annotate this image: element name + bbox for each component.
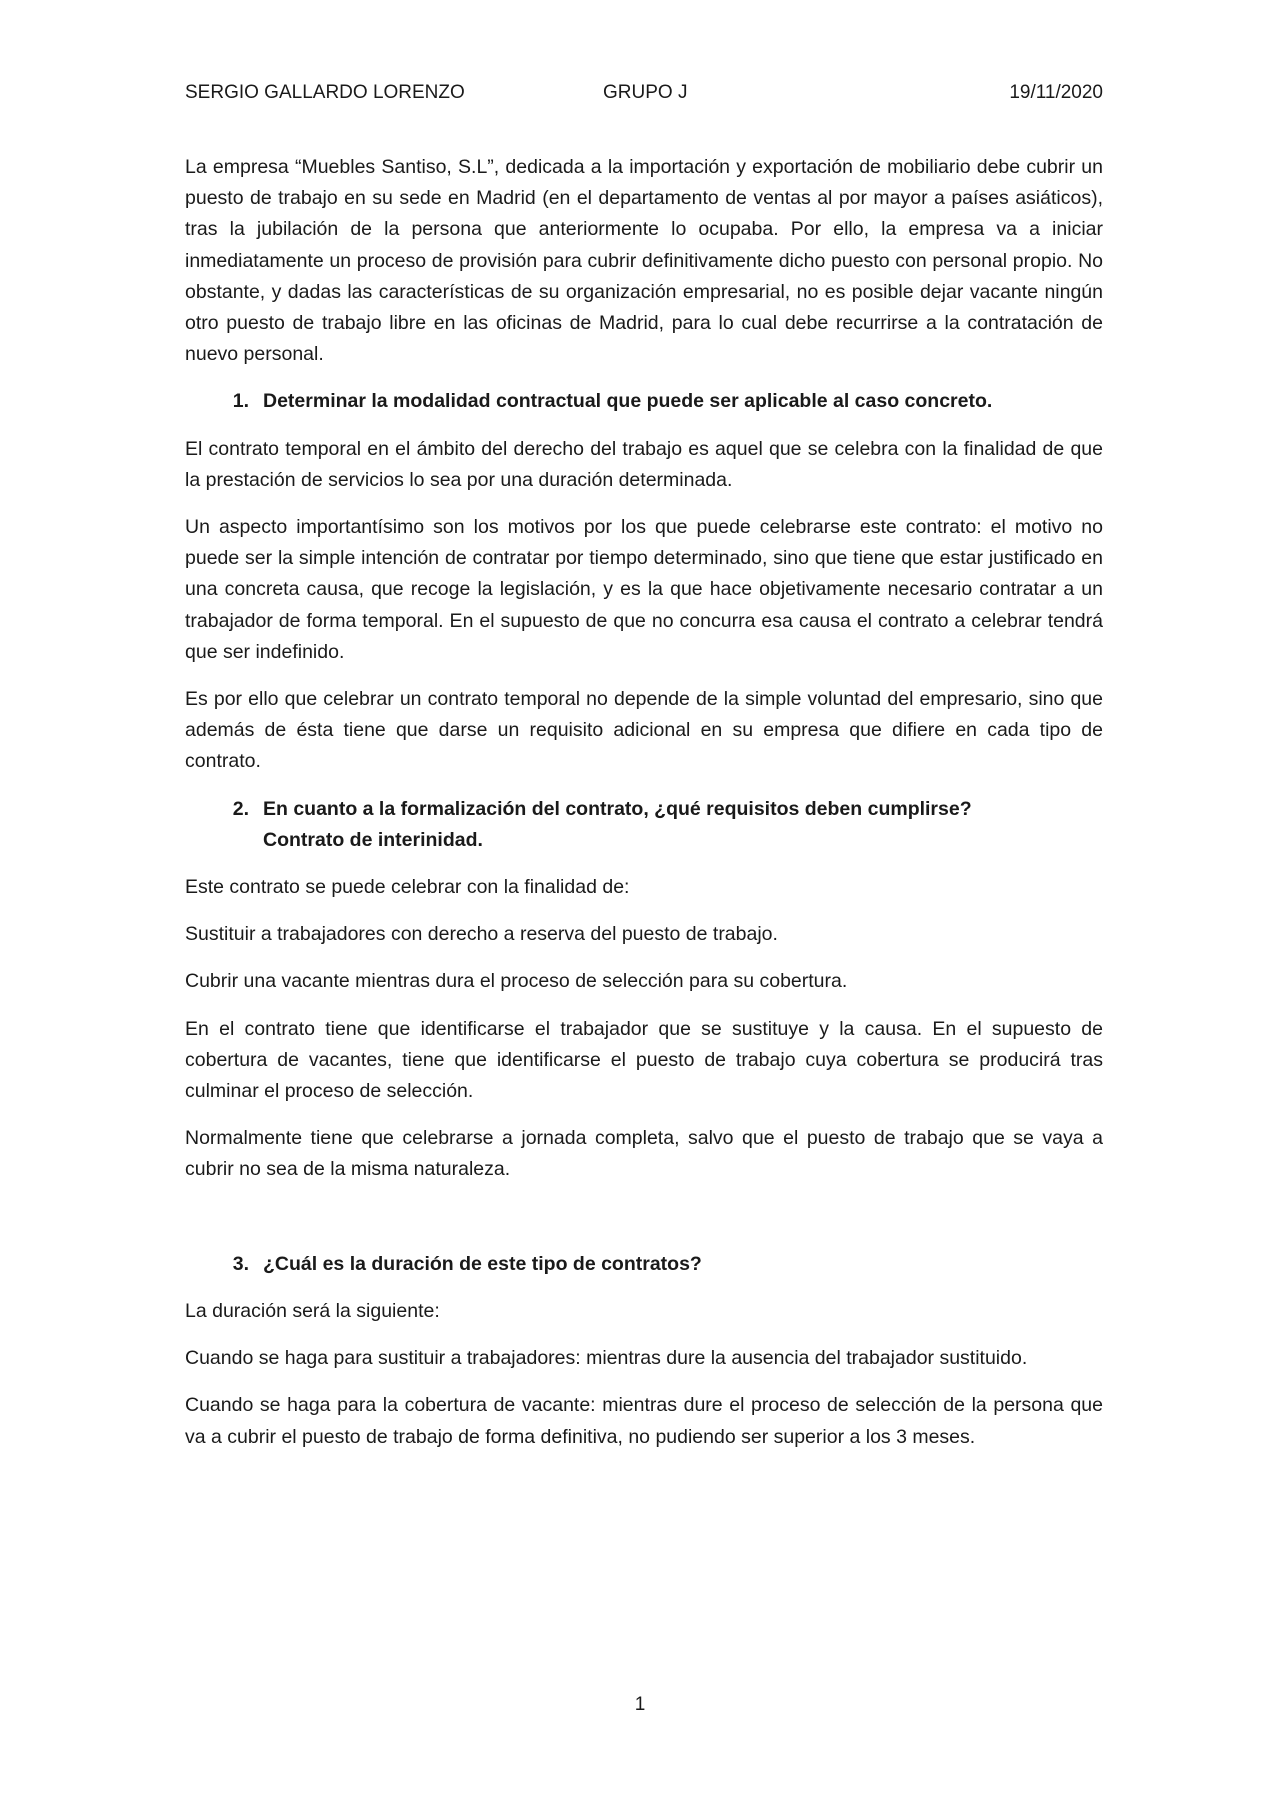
- question-2-block: [263, 794, 1103, 856]
- question-3-number: 3.: [232, 1252, 249, 1275]
- question-1-number: 1.: [232, 390, 249, 413]
- question-2-text: En cuanto a la formalización del contrato, ¿qué requisitos deben cumplirse?: [263, 797, 972, 820]
- q1-answer-paragraph: Un aspecto importantísimo son los motivos por los que puede celebrarse este contrato: el motivo no puede ser la simple intención de contratar por tiempo determinado, sino que tiene que estar justificado en una concreta causa, que recoge la legislación, y es la que hace objetivamente necesario contratar a un trabajador de forma temporal. En el supuesto de que no concurra esa causa el contrato a celebrar tendrá que ser indefinido.: [185, 516, 1103, 663]
- q2-answer-paragraph: En el contrato tiene que identificarse el trabajador que se sustituye y la causa. En el supuesto de cobertura de vacantes, tiene que identificarse el puesto de trabajo cuya cobertura se producirá tras culminar el proceso de selección.: [185, 1017, 1103, 1103]
- question-3: [185, 1249, 1103, 1280]
- document-body: [185, 152, 1103, 1469]
- header-author: SERGIO GALLARDO LORENZO: [185, 82, 465, 103]
- page-number: 1: [634, 1694, 646, 1715]
- question-2: [185, 794, 1103, 856]
- question-1: [185, 386, 1103, 417]
- page-footer: [0, 1692, 1280, 1718]
- q3-answer-paragraph: Cuando se haga para la cobertura de vacante: mientras dure el proceso de selección de la persona que va a cubrir el puesto de trabajo de forma definitiva, no pudiendo ser superior a los 3 meses.: [185, 1394, 1103, 1448]
- header-date: 19/11/2020: [1009, 82, 1103, 103]
- q3-answer-paragraph: Cuando se haga para sustituir a trabajadores: mientras dure la ausencia del trabajador sustituido.: [185, 1347, 1028, 1370]
- q3-answer-paragraph: La duración será la siguiente:: [185, 1299, 440, 1322]
- q2-answer-paragraph: Este contrato se puede celebrar con la finalidad de:: [185, 876, 630, 899]
- q2-answer-paragraph: Normalmente tiene que celebrarse a jornada completa, salvo que el puesto de trabajo que se vaya a cubrir no sea de la misma naturaleza.: [185, 1127, 1103, 1181]
- q2-answer-paragraph: Sustituir a trabajadores con derecho a reserva del puesto de trabajo.: [185, 923, 778, 946]
- header-group: GRUPO J: [603, 82, 688, 103]
- question-2-number: 2.: [232, 797, 249, 820]
- question-1-text: Determinar la modalidad contractual que puede ser aplicable al caso concreto.: [263, 390, 993, 413]
- page-header: [185, 80, 1103, 106]
- intro-paragraph: La empresa “Muebles Santiso, S.L”, dedicada a la importación y exportación de mobiliario debe cubrir un puesto de trabajo en su sede en Madrid (en el departamento de ventas al por mayor a países asiáticos), tras la jubilación de la persona que anteriormente lo ocupaba. Por ello, la empresa va a iniciar inmediatamente un proceso de provisión para cubrir definitivamente dicho puesto con personal propio. No obstante, y dadas las características de su organización empresarial, no es posible dejar vacante ningún otro puesto de trabajo libre en las oficinas de Madrid, para lo cual debe recurrirse a la contratación de nuevo personal.: [185, 156, 1103, 366]
- section-spacer: [185, 1202, 1103, 1249]
- q2-answer-paragraph: Cubrir una vacante mientras dura el proceso de selección para su cobertura.: [185, 970, 848, 993]
- q1-answer-paragraph: Es por ello que celebrar un contrato temporal no depende de la simple voluntad del empresario, sino que además de ésta tiene que darse un requisito adicional en su empresa que difiere en cada tipo de contrato.: [185, 688, 1103, 773]
- q1-answer-paragraph: El contrato temporal en el ámbito del derecho del trabajo es aquel que se celebra con la finalidad de que la prestación de servicios lo sea por una duración determinada.: [185, 437, 1103, 491]
- question-3-text: ¿Cuál es la duración de este tipo de contratos?: [263, 1252, 702, 1275]
- question-2-subtitle: Contrato de interinidad.: [263, 828, 483, 851]
